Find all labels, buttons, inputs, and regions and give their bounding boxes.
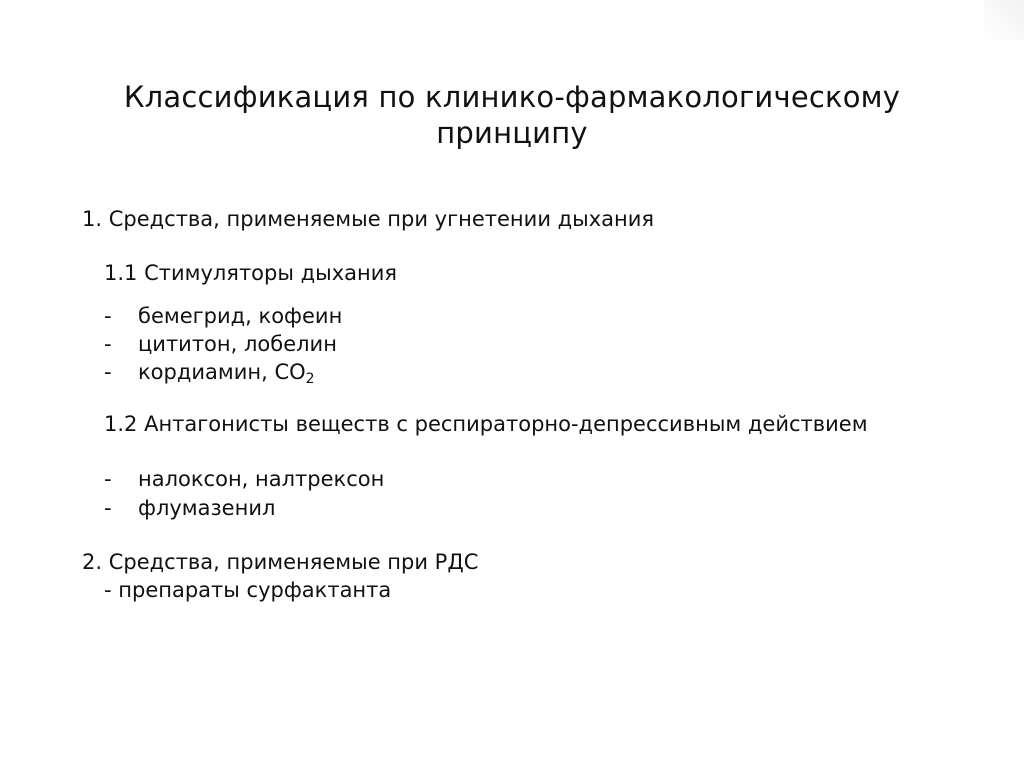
list-item-text: кордиамин, CO: [138, 360, 306, 384]
page-corner-shadow: [984, 0, 1024, 40]
section-1-heading: 1. Средства, применяемые при угнетении дыхания: [82, 207, 655, 231]
list-dash: -: [104, 360, 112, 384]
list-dash: -: [104, 332, 112, 356]
list-item-text: бемегрид, кофеин: [138, 304, 343, 328]
subscript-2: 2: [305, 371, 315, 387]
list-item: [104, 303, 342, 329]
section-2-item: - препараты сурфактанта: [104, 578, 392, 602]
list-item-text: флумазенил: [138, 496, 276, 520]
list-dash: -: [104, 304, 112, 328]
list-item-text: налоксон, налтрексон: [138, 467, 385, 491]
list-dash: -: [104, 496, 112, 520]
list-dash: -: [104, 467, 112, 491]
list-item: [104, 495, 275, 521]
list-item: [104, 466, 384, 492]
slide-title-line-1: Классификация по клинико-фармакологическому: [123, 80, 901, 114]
list-item: [104, 331, 337, 357]
subsection-1-1-heading: 1.1 Стимуляторы дыхания: [104, 261, 398, 285]
list-item: [104, 359, 315, 385]
slide-title-line-2: принципу: [436, 116, 588, 150]
section-2-heading: 2. Средства, применяемые при РДС: [82, 550, 479, 574]
list-item-text: цититон, лобелин: [138, 332, 337, 356]
subsection-1-2-heading: 1.2 Антагонисты веществ с респираторно-депрессивным действием: [104, 412, 868, 436]
